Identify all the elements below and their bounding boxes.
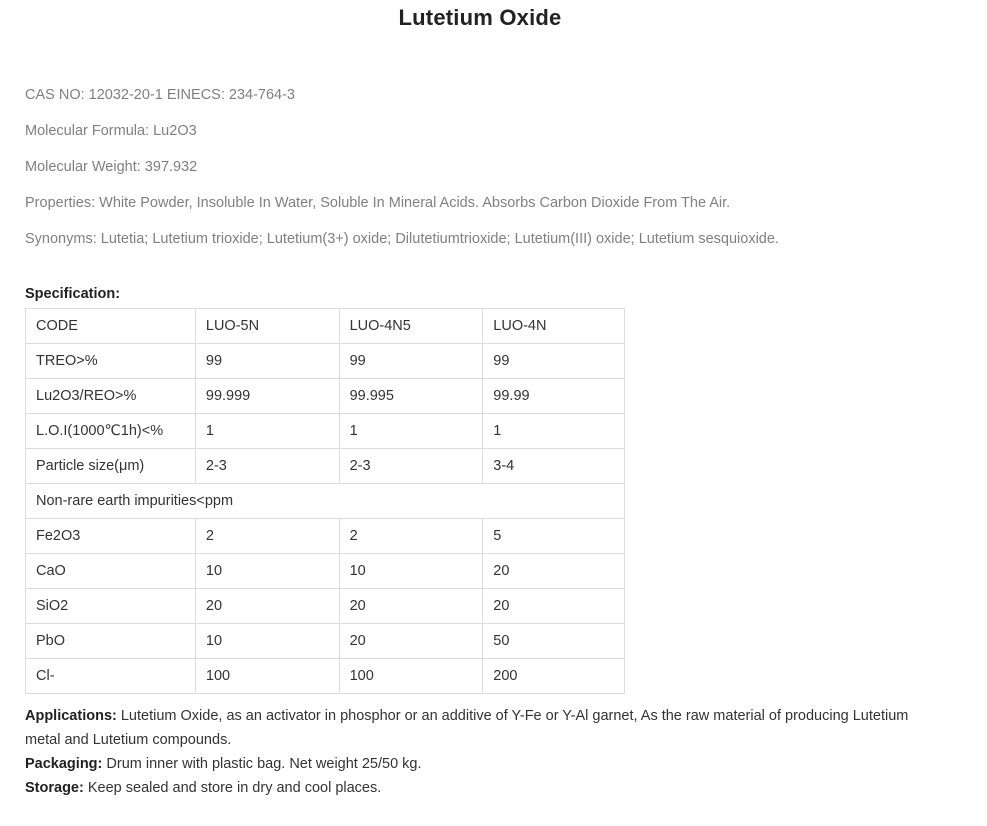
table-cell: 200 bbox=[483, 659, 625, 694]
page-title: Lutetium Oxide bbox=[398, 5, 562, 30]
specification-label: Specification: bbox=[25, 286, 121, 302]
table-cell: TREO>% bbox=[26, 344, 196, 379]
table-cell: 99 bbox=[195, 344, 339, 379]
impurities-heading-row bbox=[26, 484, 625, 519]
table-row bbox=[26, 519, 625, 554]
packaging-text: Drum inner with plastic bag. Net weight 25/50 kg. bbox=[102, 756, 422, 772]
table-cell: 100 bbox=[339, 659, 483, 694]
table-cell: L.O.I(1000℃1h)<% bbox=[26, 414, 196, 449]
table-cell: 20 bbox=[483, 554, 625, 589]
table-cell: PbO bbox=[26, 624, 196, 659]
applications-section bbox=[25, 704, 925, 752]
storage-section bbox=[25, 776, 925, 800]
table-cell: 20 bbox=[483, 589, 625, 624]
storage-label: Storage: bbox=[25, 780, 84, 796]
table-cell: 3-4 bbox=[483, 449, 625, 484]
molecular-formula: Molecular Formula: Lu2O3 bbox=[25, 123, 197, 139]
table-cell: Lu2O3/REO>% bbox=[26, 379, 196, 414]
table-cell: 99.995 bbox=[339, 379, 483, 414]
table-row bbox=[26, 624, 625, 659]
table-row bbox=[26, 344, 625, 379]
table-cell: 1 bbox=[483, 414, 625, 449]
table-cell: 99 bbox=[483, 344, 625, 379]
table-cell: LUO-4N5 bbox=[339, 309, 483, 344]
packaging-section bbox=[25, 752, 925, 776]
table-cell: 99 bbox=[339, 344, 483, 379]
table-cell: 2-3 bbox=[339, 449, 483, 484]
applications-text: Lutetium Oxide, as an activator in phosphor or an additive of Y-Fe or Y-Al garnet, As the raw material of producing Lutetium metal and Lutetium compounds. bbox=[25, 708, 909, 748]
table-cell: 100 bbox=[195, 659, 339, 694]
table-cell: 5 bbox=[483, 519, 625, 554]
table-cell: 99.99 bbox=[483, 379, 625, 414]
table-cell: 2 bbox=[195, 519, 339, 554]
table-cell: Fe2O3 bbox=[26, 519, 196, 554]
table-header-row bbox=[26, 309, 625, 344]
table-cell: Cl- bbox=[26, 659, 196, 694]
table-cell: 1 bbox=[339, 414, 483, 449]
table-cell: 50 bbox=[483, 624, 625, 659]
table-cell: 2 bbox=[339, 519, 483, 554]
table-cell: LUO-5N bbox=[195, 309, 339, 344]
storage-text: Keep sealed and store in dry and cool places. bbox=[83, 780, 382, 796]
table-cell: 2-3 bbox=[195, 449, 339, 484]
table-row bbox=[26, 449, 625, 484]
table-cell: 1 bbox=[195, 414, 339, 449]
table-cell: LUO-4N bbox=[483, 309, 625, 344]
table-row bbox=[26, 659, 625, 694]
table-cell: CaO bbox=[26, 554, 196, 589]
table-cell: 20 bbox=[339, 589, 483, 624]
table-row bbox=[26, 589, 625, 624]
table-cell: 10 bbox=[195, 554, 339, 589]
table-row bbox=[26, 554, 625, 589]
molecular-weight: Molecular Weight: 397.932 bbox=[25, 159, 198, 175]
cas-number: CAS NO: 12032-20-1 EINECS: 234-764-3 bbox=[25, 87, 295, 103]
table-cell: 20 bbox=[195, 589, 339, 624]
table-cell: 10 bbox=[339, 554, 483, 589]
synonyms: Synonyms: Lutetia; Lutetium trioxide; Lutetium(3+) oxide; Dilutetiumtrioxide; Lutetium(III) oxide; Lutetium sesquioxide. bbox=[25, 231, 779, 247]
table-cell: 20 bbox=[339, 624, 483, 659]
table-cell: 10 bbox=[195, 624, 339, 659]
table-cell: SiO2 bbox=[26, 589, 196, 624]
physical-properties: Properties: White Powder, Insoluble In Water, Soluble In Mineral Acids. Absorbs Carbon Dioxide From The Air. bbox=[25, 195, 731, 211]
table-row bbox=[26, 414, 625, 449]
specification-table bbox=[25, 308, 625, 694]
table-cell: CODE bbox=[26, 309, 196, 344]
product-properties bbox=[25, 84, 955, 264]
impurities-heading: Non-rare earth impurities<ppm bbox=[26, 484, 625, 519]
packaging-label: Packaging: bbox=[25, 756, 103, 772]
product-notes bbox=[25, 704, 925, 800]
table-cell: Particle size(μm) bbox=[26, 449, 196, 484]
table-cell: 99.999 bbox=[195, 379, 339, 414]
applications-label: Applications: bbox=[25, 708, 117, 724]
table-row bbox=[26, 379, 625, 414]
